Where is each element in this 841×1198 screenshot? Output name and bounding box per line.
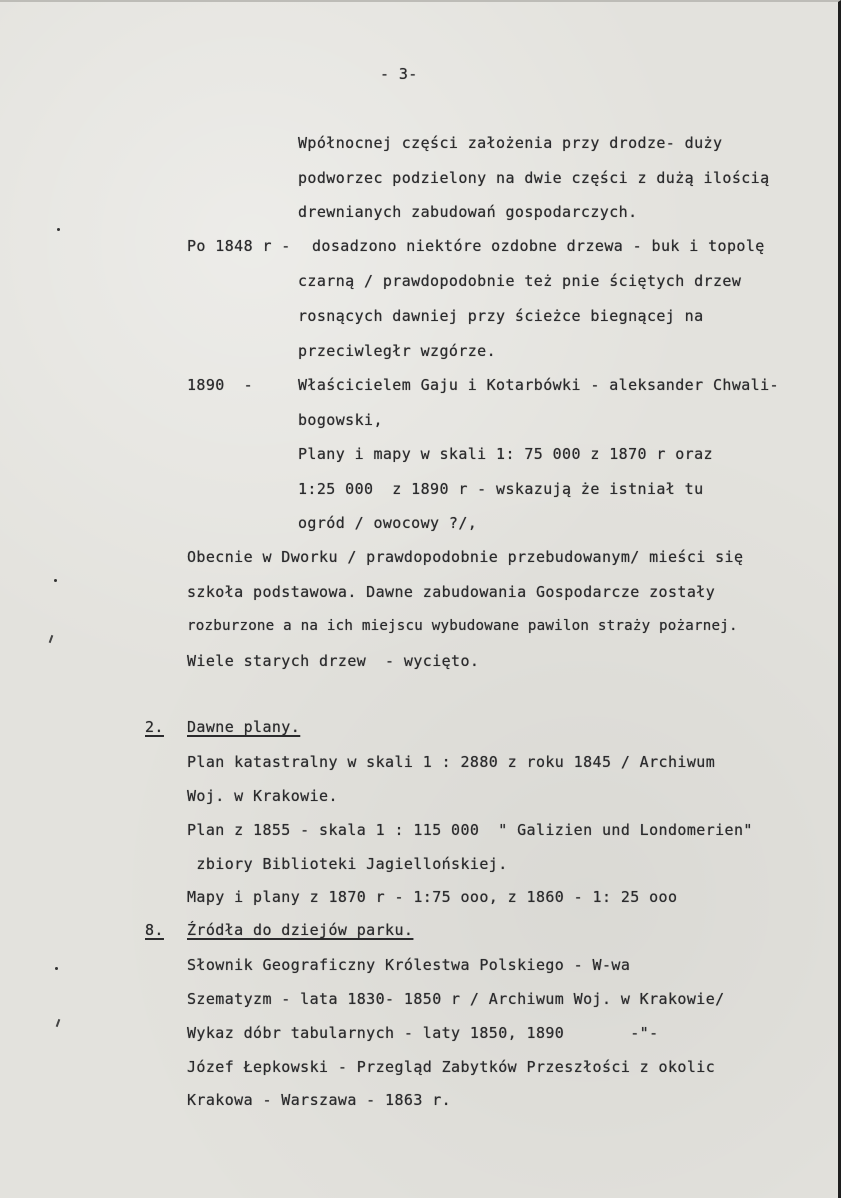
scan-speck — [55, 967, 58, 970]
text-line: czarną / prawdopodobnie też pnie ściętych drzew — [298, 272, 742, 290]
text-line: Właścicielem Gaju i Kotarbówki - aleksander Chwali- — [298, 376, 779, 394]
text-line: Woj. w Krakowie. — [187, 787, 338, 805]
scan-speck — [57, 228, 60, 231]
text-line: Józef Łepkowski - Przegląd Zabytków Przeszłości z okolic — [187, 1058, 716, 1076]
text-line: dosadzono niektóre ozdobne drzewa - buk i topolę — [312, 237, 765, 255]
text-line: rosnących dawniej przy ścieżce biegnącej na — [298, 307, 704, 325]
section-number: 8. — [145, 921, 164, 939]
text-line: bogowski, — [298, 411, 383, 429]
text-line: Mapy i plany z 1870 r - 1:75 ooo, z 1860 - 1: 25 ooo — [187, 888, 678, 906]
text-line: Słownik Geograficzny Królestwa Polskiego - W-wa — [187, 956, 631, 974]
text-line: rozburzone a na ich miejscu wybudowane pawilon straży pożarnej. — [187, 618, 738, 634]
text-line: Plany i mapy w skali 1: 75 000 z 1870 r oraz — [298, 445, 713, 463]
section-heading: Źródła do dziejów parku. — [187, 921, 414, 939]
text-line: Wpółnocnej części założenia przy drodze- duży — [298, 134, 723, 152]
text-line: 1:25 000 z 1890 r - wskazują że istniał tu — [298, 480, 704, 498]
text-line: Szematyzm - lata 1830- 1850 r / Archiwum Woj. w Krakowie/ — [187, 990, 725, 1008]
entry-date: Po 1848 r - — [187, 237, 291, 255]
scan-speck — [56, 1019, 61, 1027]
section-heading: Dawne plany. — [187, 718, 301, 736]
scan-speck — [49, 635, 54, 643]
scan-speck — [54, 579, 57, 582]
page-number: - 3- — [380, 65, 418, 83]
text-line: Wykaz dóbr tabularnych - laty 1850, 1890 -"- — [187, 1024, 659, 1042]
text-line: szkoła podstawowa. Dawne zabudowania Gospodarcze zostały — [187, 583, 716, 601]
text-line: Krakowa - Warszawa - 1863 r. — [187, 1091, 452, 1109]
text-line: Plan z 1855 - skala 1 : 115 000 " Galizien und Londomerien" — [187, 821, 753, 839]
text-line: Obecnie w Dworku / prawdopodobnie przebudowanym/ mieści się — [187, 548, 744, 566]
text-line: podworzec podzielony na dwie części z dużą ilością — [298, 169, 770, 187]
text-line: drewnianych zabudowań gospodarczych. — [298, 203, 638, 221]
entry-date: 1890 - — [187, 376, 254, 394]
text-line: Plan katastralny w skali 1 : 2880 z roku 1845 / Archiwum — [187, 753, 716, 771]
text-line: przeciwległr wzgórze. — [298, 342, 497, 360]
section-number: 2. — [145, 718, 164, 736]
text-line: zbiory Biblioteki Jagiellońskiej. — [187, 855, 508, 873]
text-line: ogród / owocowy ?/, — [298, 514, 478, 532]
text-line: Wiele starych drzew - wycięto. — [187, 652, 480, 670]
